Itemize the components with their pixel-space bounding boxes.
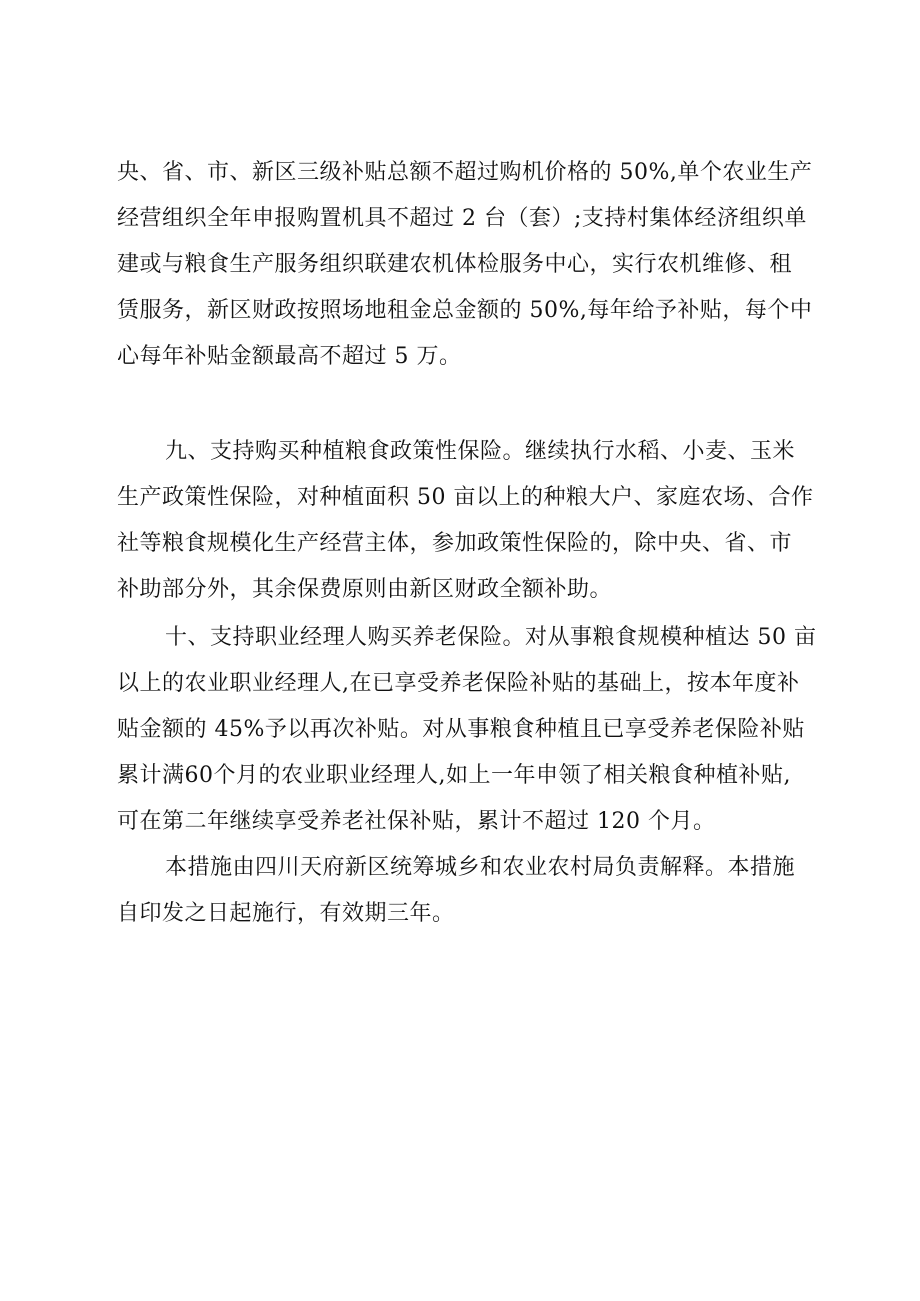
text-line: 生产政策性保险，对种植面积 50 亩以上的种粮大户、家庭农场、合作 <box>117 485 814 510</box>
text-line: 心每年补贴金额最高不超过 5 万。 <box>117 344 462 369</box>
text-line: 经营组织全年申报购置机具不超过 2 台（套）;支持村集体经济组织单 <box>117 206 807 231</box>
text-line: 自印发之日起施行，有效期三年。 <box>117 901 455 926</box>
text-line: 可在第二年继续享受养老社保补贴，累计不超过 120 个月。 <box>117 809 716 834</box>
text-line: 建或与粮食生产服务组织联建农机体检服务中心，实行农机维修、租 <box>117 252 793 277</box>
text-line: 九、支持购买种植粮食政策性保险。继续执行水稻、小麦、玉米 <box>165 439 796 464</box>
text-line: 累计满60个月的农业职业经理人,如上一年申领了相关粮食种植补贴, <box>117 763 791 788</box>
text-line: 贴金额的 45%予以再次补贴。对从事粮食种植且已享受养老保险补贴 <box>117 717 805 742</box>
text-line: 补助部分外，其余保费原则由新区财政全额补助。 <box>117 577 613 602</box>
text-line: 赁服务，新区财政按照场地租金总金额的 50%,每年给予补贴，每个中 <box>117 298 813 323</box>
text-line: 本措施由四川天府新区统筹城乡和农业农村局负责解释。本措施 <box>165 855 796 880</box>
text-line: 十、支持职业经理人购买养老保险。对从事粮食规模种植达 50 亩 <box>165 625 817 650</box>
text-line: 以上的农业职业经理人,在已享受养老保险补贴的基础上，按本年度补 <box>117 671 800 696</box>
text-line: 央、省、市、新区三级补贴总额不超过购机价格的 50%,单个农业生产 <box>117 160 813 185</box>
text-line: 社等粮食规模化生产经营主体，参加政策性保险的，除中央、省、市 <box>117 531 793 556</box>
